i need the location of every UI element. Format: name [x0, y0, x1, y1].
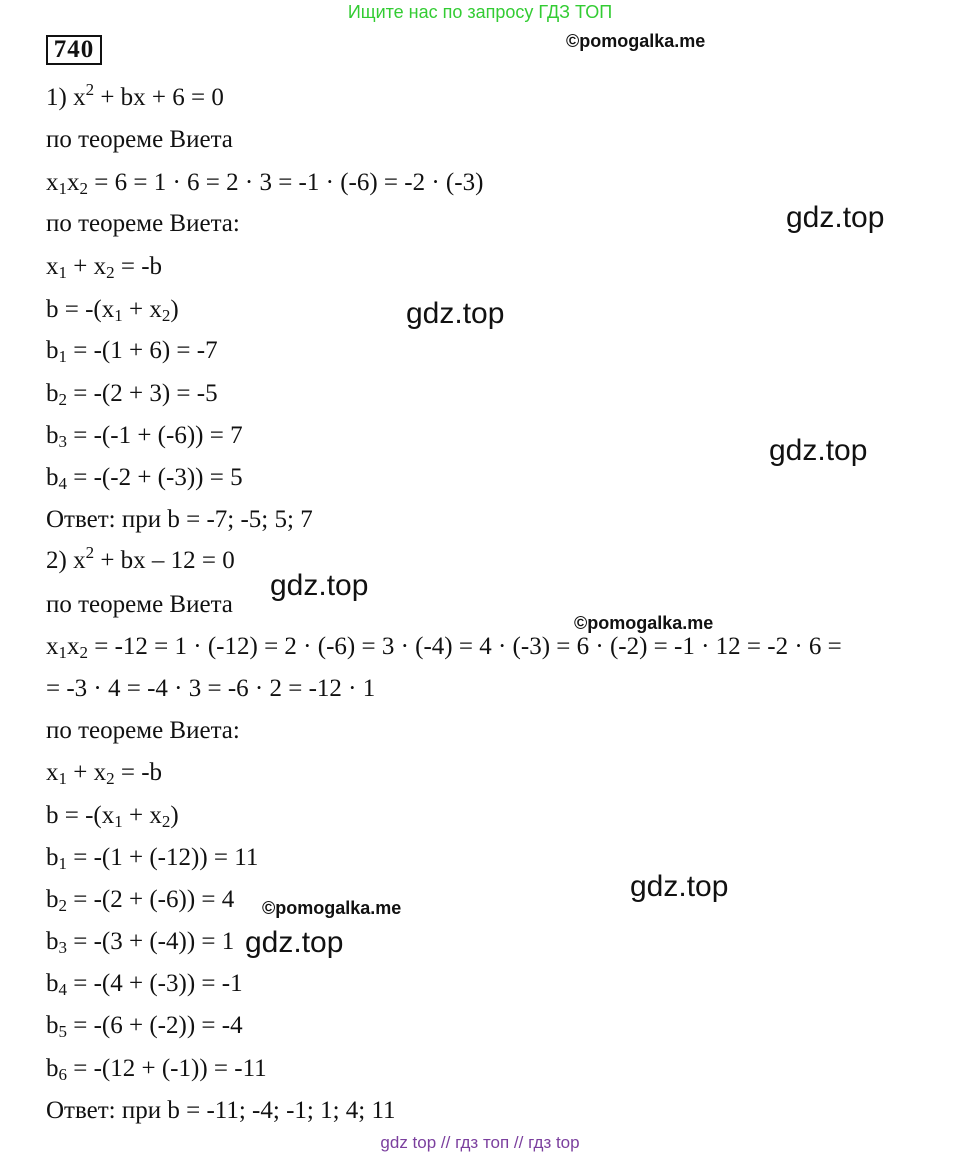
pomogalka-watermark: ©pomogalka.me	[566, 31, 706, 51]
solution-line	[46, 543, 235, 576]
subscript: 2	[79, 643, 88, 662]
gdz-watermark: gdz.top	[406, 297, 505, 330]
pomogalka-watermark: ©pomogalka.me	[262, 898, 402, 918]
line-text: + x	[67, 759, 107, 786]
solution-line	[46, 843, 258, 873]
subscript: 4	[58, 980, 67, 999]
line-text: b	[46, 1055, 59, 1082]
line-text: + bx – 12 = 0	[94, 547, 235, 574]
gdz-watermark: gdz.top	[769, 434, 868, 467]
subscript: 1	[58, 263, 67, 282]
line-text: по теореме Виета:	[46, 717, 240, 744]
solution-line	[46, 885, 234, 915]
line-text: = -3 · 4 = -4 · 3 = -6 · 2 = -12 · 1	[46, 675, 376, 702]
subscript: 2	[58, 896, 67, 915]
bottom-banner[interactable]: gdz top // гдз топ // гдз top	[380, 1133, 580, 1152]
subscript: 1	[58, 854, 67, 873]
line-text: x	[67, 633, 80, 660]
subscript: 4	[58, 474, 67, 493]
line-text: b	[46, 337, 59, 364]
solution-line	[46, 758, 162, 788]
line-text: Ответ: при b = -7; -5; 5; 7	[46, 506, 313, 533]
pomogalka-watermark: ©pomogalka.me	[574, 613, 714, 633]
line-text: = -(6 + (-2)) = -4	[67, 1012, 243, 1039]
line-text: b	[46, 464, 59, 491]
line-text: = 6 = 1 · 6 = 2 · 3 = -1 · (-6) = -2 · (-3)	[88, 169, 484, 196]
line-text: по теореме Виета	[46, 591, 233, 618]
line-text: )	[170, 296, 179, 323]
solution-line	[46, 801, 179, 831]
line-text: = -(12 + (-1)) = -11	[67, 1055, 267, 1082]
gdz-watermark: gdz.top	[786, 201, 885, 234]
problem-number: 740	[46, 35, 102, 65]
line-text: = -b	[114, 759, 163, 786]
superscript: 2	[85, 543, 95, 562]
subscript: 1	[58, 179, 67, 198]
solution-line	[46, 379, 218, 409]
gdz-watermark: gdz.top	[270, 569, 369, 602]
gdz-watermark: gdz.top	[245, 926, 344, 959]
line-text: b	[46, 928, 59, 955]
solution-line	[46, 168, 483, 198]
solution-line	[46, 80, 224, 113]
line-text: по теореме Виета	[46, 126, 233, 153]
line-text: b	[46, 886, 59, 913]
line-text: Ответ: при b = -11; -4; -1; 1; 4; 11	[46, 1097, 396, 1124]
solution-line	[46, 209, 240, 239]
line-text: b	[46, 380, 59, 407]
solution-line	[46, 632, 842, 662]
line-text: b = -(x	[46, 802, 115, 829]
line-text: = -(1 + (-12)) = 11	[67, 844, 259, 871]
subscript: 1	[114, 306, 123, 325]
solution-line	[46, 125, 233, 155]
solution-line	[46, 505, 313, 535]
subscript: 1	[58, 347, 67, 366]
line-text: = -(3 + (-4)) = 1	[67, 928, 235, 955]
solution-line	[46, 590, 233, 620]
line-text: + x	[122, 296, 162, 323]
line-text: 2) x	[46, 547, 86, 574]
subscript: 1	[114, 812, 123, 831]
solution-line	[46, 1096, 396, 1126]
subscript: 2	[161, 306, 171, 325]
line-text: = -(1 + 6) = -7	[67, 337, 218, 364]
solution-line	[46, 927, 234, 957]
subscript: 3	[58, 938, 67, 957]
line-text: = -(-2 + (-3)) = 5	[67, 464, 243, 491]
line-text: + x	[122, 802, 162, 829]
line-text: = -(2 + 3) = -5	[67, 380, 218, 407]
line-text: b	[46, 970, 59, 997]
line-text: x	[46, 169, 59, 196]
solution-line	[46, 1054, 267, 1084]
solution-line	[46, 463, 243, 493]
solution-line	[46, 252, 162, 282]
subscript: 2	[106, 769, 115, 788]
line-text: x	[46, 759, 59, 786]
subscript: 3	[58, 432, 67, 451]
line-text: = -12 = 1 · (-12) = 2 · (-6) = 3 · (-4) = 4 · (-3) = 6 · (-2) = -1 · 12 = -2 · 6 =	[88, 633, 842, 660]
solution-line	[46, 674, 375, 704]
line-text: x	[67, 169, 80, 196]
subscript: 1	[58, 643, 67, 662]
solution-line	[46, 1011, 243, 1041]
solution-line	[46, 336, 218, 366]
line-text: = -(4 + (-3)) = -1	[67, 970, 243, 997]
line-text: b	[46, 1012, 59, 1039]
subscript: 6	[58, 1065, 67, 1084]
subscript: 2	[58, 390, 67, 409]
subscript: 2	[161, 812, 171, 831]
solution-line	[46, 969, 243, 999]
line-text: b	[46, 422, 59, 449]
subscript: 1	[58, 769, 67, 788]
gdz-watermark: gdz.top	[630, 870, 729, 903]
solution-line	[46, 716, 240, 746]
line-text: x	[46, 253, 59, 280]
line-text: )	[170, 802, 179, 829]
line-text: x	[46, 633, 59, 660]
line-text: = -b	[114, 253, 163, 280]
line-text: = -(2 + (-6)) = 4	[67, 886, 235, 913]
top-banner[interactable]: Ищите нас по запросу ГДЗ ТОП	[347, 2, 613, 22]
line-text: + bx + 6 = 0	[94, 84, 224, 111]
solution-line	[46, 421, 243, 451]
line-text: 1) x	[46, 84, 86, 111]
superscript: 2	[85, 80, 95, 99]
line-text: b = -(x	[46, 296, 115, 323]
solution-line	[46, 295, 179, 325]
subscript: 2	[106, 263, 115, 282]
line-text: b	[46, 844, 59, 871]
line-text: + x	[67, 253, 107, 280]
subscript: 5	[58, 1022, 67, 1041]
line-text: = -(-1 + (-6)) = 7	[67, 422, 243, 449]
line-text: по теореме Виета:	[46, 210, 240, 237]
subscript: 2	[79, 179, 88, 198]
